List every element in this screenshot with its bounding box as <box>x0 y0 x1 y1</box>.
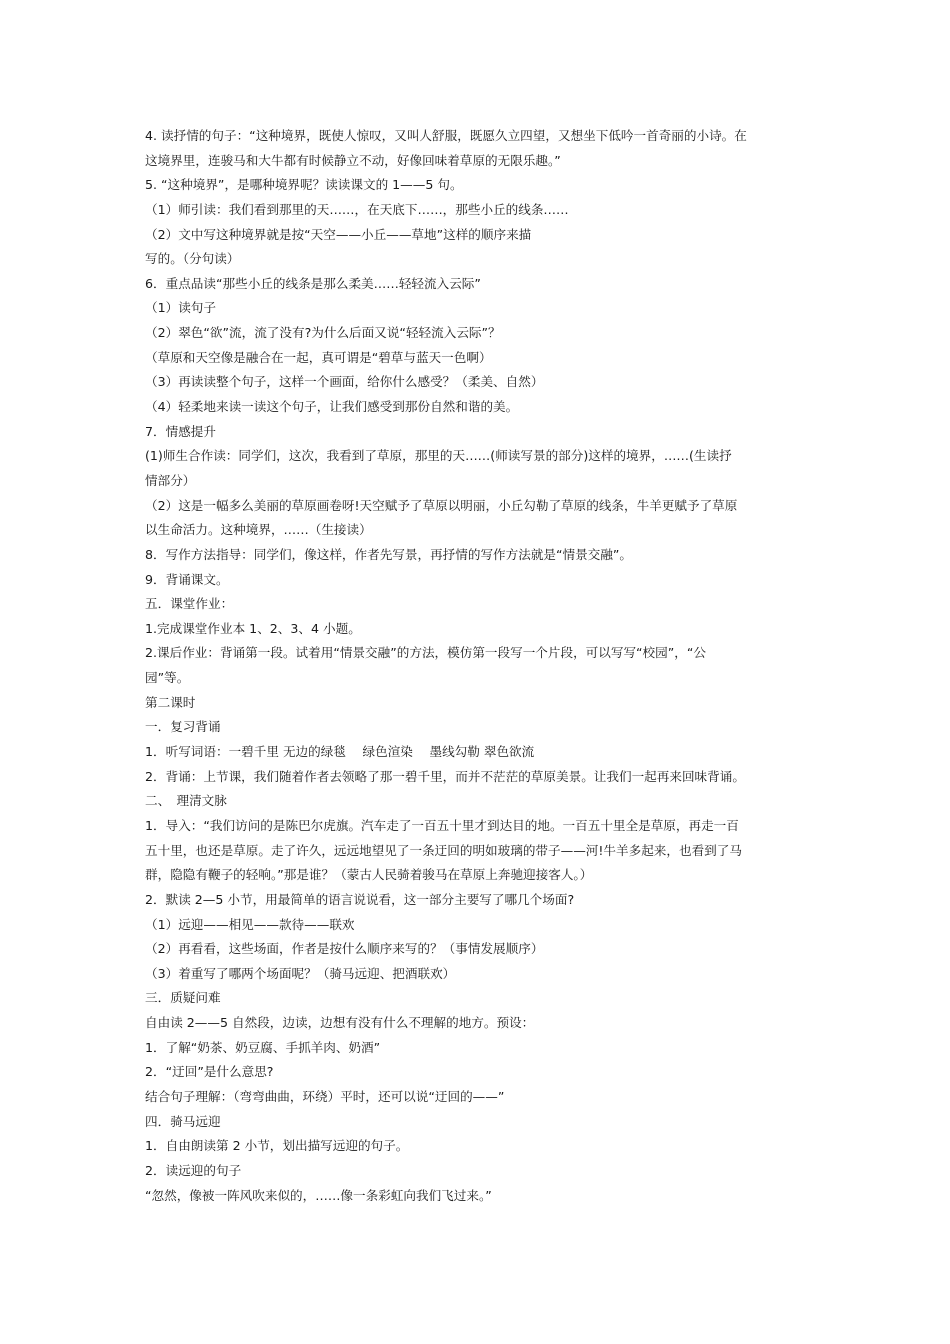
text-line: 五十里，也还是草原。走了许久，远远地望见了一条迂回的明如玻璃的带子——河!牛羊多起来，也看到了马 <box>145 842 742 858</box>
text-line: 结合句子理解：（弯弯曲曲，环绕）平时，还可以说“迂回的——” <box>145 1088 505 1104</box>
text-line: （2）文中写这种境界就是按“天空——小丘——草地”这样的顺序来描 <box>145 226 532 242</box>
section-heading: 三．质疑问难 <box>145 990 221 1006</box>
text-line: “忽然，像被一阵风吹来似的，……像一条彩虹向我们飞过来。” <box>145 1187 492 1203</box>
text-line: （3）再读读整个句子，这样一个画面，给你什么感受？（柔美、自然） <box>145 374 544 390</box>
text-line: 这境界里，连骏马和大牛都有时候静立不动，好像回味着草原的无限乐趣。” <box>145 152 561 168</box>
text-line: （1）师引读：我们看到那里的天……，在天底下……，那些小丘的线条…… <box>145 201 569 217</box>
text-line: 8．写作方法指导：同学们，像这样，作者先写景，再抒情的写作方法就是“情景交融”。 <box>145 546 633 562</box>
text-line: 1．导入：“我们访问的是陈巴尔虎旗。汽车走了一百五十里才到达目的地。一百五十里全是草原，再走一百 <box>145 817 739 833</box>
text-line: （2）这是一幅多么美丽的草原画卷呀!天空赋予了草原以明丽，小丘勾勒了草原的线条，牛羊更赋予了草原 <box>145 497 738 513</box>
text-line: （草原和天空像是融合在一起，真可谓是“碧草与蓝天一色啊） <box>145 349 492 365</box>
text-line: 2.课后作业：背诵第一段。试着用“情景交融”的方法，模仿第一段写一个片段，可以写写“校园”，“公 <box>145 645 706 661</box>
text-line: （4）轻柔地来读一读这个句子，让我们感受到那份自然和谐的美。 <box>145 399 519 415</box>
text-line: 写的。（分句读） <box>145 251 240 267</box>
text-line: 1．听写词语：一碧千里 无边的绿毯 绿色渲染 墨线勾勒 翠色欲流 <box>145 744 535 760</box>
text-line: 以生命活力。这种境界，……（生接读） <box>145 522 372 538</box>
text-line: (1)师生合作读：同学们，这次，我看到了草原，那里的天……(师读写景的部分)这样的境界，……(生读抒 <box>145 448 732 464</box>
section-heading: 二、 理清文脉 <box>145 793 227 809</box>
text-line: 7．情感提升 <box>145 423 216 439</box>
text-line: 1．自由朗读第 2 小节，划出描写远迎的句子。 <box>145 1138 409 1154</box>
text-line: 4. 读抒情的句子：“这种境界，既使人惊叹，又叫人舒服，既愿久立四望，又想坐下低吟一首奇丽的小诗。在 <box>145 128 747 143</box>
text-line: 2．默读 2—5 小节，用最简单的语言说说看，这一部分主要写了哪几个场面? <box>145 891 575 907</box>
text-line: （2）再看看，这些场面，作者是按什么顺序来写的？（事情发展顺序） <box>145 941 544 957</box>
document-body <box>145 124 813 1208</box>
text-line: （1）远迎——相见——款待——联欢 <box>145 916 355 932</box>
text-line: （1）读句子 <box>145 300 216 316</box>
text-line: 情部分） <box>145 472 196 488</box>
text-line: 园”等。 <box>145 670 190 686</box>
text-line: 1．了解“奶茶、奶豆腐、手抓羊肉、奶酒” <box>145 1039 381 1055</box>
text-line: 2．背诵：上节课，我们随着作者去领略了那一碧千里，而并不茫茫的草原美景。让我们一起再来回味背诵。 <box>145 768 745 784</box>
text-line: 自由读 2——5 自然段，边读，边想有没有什么不理解的地方。预设： <box>145 1015 535 1031</box>
text-line: （3）着重写了哪两个场面呢？（骑马远迎、把酒联欢） <box>145 965 456 981</box>
text-line: （2）翠色“欲”流，流了没有?为什么后面又说“轻轻流入云际”？ <box>145 325 501 341</box>
lesson-heading: 第二课时 <box>145 694 196 710</box>
section-heading: 四．骑马远迎 <box>145 1113 221 1129</box>
text-line: 1.完成课堂作业本 1、2、3、4 小题。 <box>145 620 361 636</box>
text-line: 群，隐隐有鞭子的轻响。”那是谁？（蒙古人民骑着骏马在草原上奔驰迎接客人。） <box>145 867 593 883</box>
section-heading: 一．复习背诵 <box>145 719 221 735</box>
text-line: 6．重点品读“那些小丘的线条是那么柔美……轻轻流入云际” <box>145 275 481 291</box>
text-line: 5. “这种境界”，是哪种境界呢？读读课文的 1——5 句。 <box>145 177 463 193</box>
section-heading: 五．课堂作业： <box>145 596 234 612</box>
text-line: 9．背诵课文。 <box>145 571 229 587</box>
text-line: 2．读远迎的句子 <box>145 1162 242 1178</box>
text-line: 2．“迂回”是什么意思? <box>145 1064 274 1080</box>
